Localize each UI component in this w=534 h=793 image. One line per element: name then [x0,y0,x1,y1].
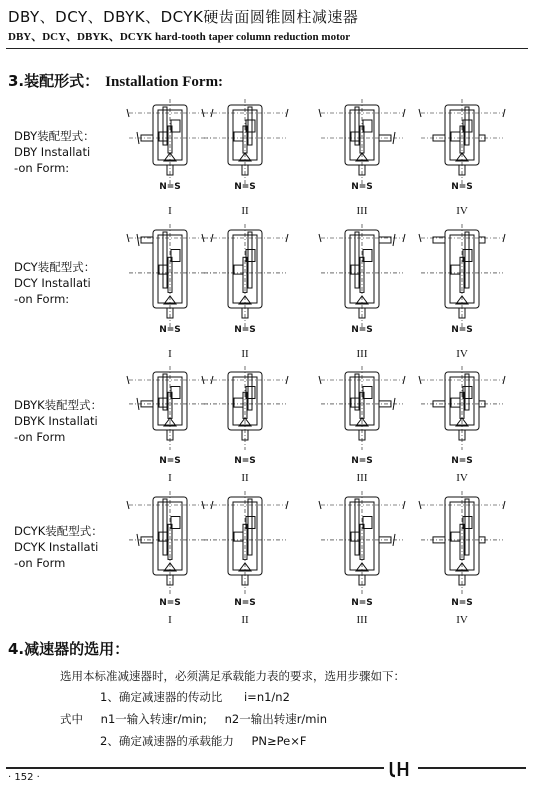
form-numeral: IV [456,348,468,360]
row-label-cn: DCYK装配型式： [14,524,103,538]
ns-label: N=S [159,456,181,466]
row-label-dcy [14,259,95,307]
form-numeral: I [168,472,172,484]
form-numeral: III [356,348,368,360]
step1-text: 1、确定减速器的传动比 [100,690,223,704]
row-label-en: -on Form [14,430,66,444]
form-numeral: IV [456,614,468,626]
row-label-en: -on Form [14,556,66,570]
step2-text: 2、确定减速器的承载能力 [100,734,234,748]
form-numeral: II [241,348,249,360]
row-label-en: DBYK Installati [14,414,98,428]
installation-diagram [317,224,407,328]
section3-heading-en: Installation Form: [105,74,224,90]
form-numeral: I [168,348,172,360]
installation-diagram [417,99,507,185]
formula-n1: n1一输入转速r/min; [100,712,207,726]
section3-heading [8,70,223,91]
footer-rule-left [6,767,384,769]
form-numeral: I [168,205,172,217]
installation-diagram [200,224,290,328]
ns-label: N=S [351,182,373,192]
ns-label: N=S [234,598,256,608]
row-label-en: DBY Installati [14,145,91,159]
form-numeral: IV [456,472,468,484]
installation-diagram [317,366,407,450]
form-numeral: IV [456,205,468,217]
row-label-dby [14,128,95,176]
row-label-dbyk [14,397,102,445]
section4-intro: 选用本标准减速器时，必须满足承载能力表的要求，选用步骤如下： [60,669,405,683]
row-label-dcyk [14,523,103,571]
ns-label: N=S [451,325,473,335]
ns-label: N=S [451,182,473,192]
formula-prefix: 式中 [60,712,83,726]
row-label-cn: DCY装配型式： [14,260,96,274]
section4-formula-def [60,711,327,727]
installation-diagram [417,366,507,450]
ns-label: N=S [451,456,473,466]
form-numeral: III [356,614,368,626]
section4-heading: 4.减速器的选用： [8,640,130,658]
ns-label: N=S [159,325,181,335]
header-rule [6,48,528,49]
form-numeral: I [168,614,172,626]
form-numeral: II [241,614,249,626]
ns-label: N=S [159,598,181,608]
step1-formula: i=n1/n2 [243,690,290,704]
ns-label: N=S [234,456,256,466]
installation-diagram [200,99,290,185]
ns-label: N=S [351,598,373,608]
row-label-en: -on Form: [14,292,70,306]
installation-diagram [317,491,407,595]
form-numeral: II [241,205,249,217]
installation-diagram [417,224,507,328]
ns-label: N=S [351,325,373,335]
header-title-cn: DBY、DCY、DBYK、DCYK硬齿面圆锥圆柱减速器 [8,8,359,26]
row-label-en: DCY Installati [14,276,91,290]
step2-formula: PN≥Pe×F [251,734,307,748]
form-numeral: II [241,472,249,484]
installation-diagram [417,491,507,595]
ns-label: N=S [351,456,373,466]
form-numeral: III [356,205,368,217]
header-title-en: DBY、DCY、DBYK、DCYK hard-tooth taper column reduction motor [8,31,351,43]
ns-label: N=S [234,182,256,192]
formula-n2: n2一输出转速r/min [224,712,327,726]
footer-rule-right [418,767,526,769]
row-label-cn: DBY装配型式： [14,129,95,143]
section4-step2 [100,733,307,749]
installation-diagram [200,491,290,595]
row-label-en: DCYK Installati [14,540,99,554]
installation-diagram [317,99,407,185]
ns-label: N=S [159,182,181,192]
section4-step1 [100,689,290,705]
ns-label: N=S [451,598,473,608]
jh-logo-icon [389,760,413,778]
row-label-cn: DBYK装配型式： [14,398,103,412]
row-label-en: -on Form: [14,161,70,175]
section3-heading-cn: 3.装配形式： [8,72,100,90]
form-numeral: III [356,472,368,484]
installation-diagram [200,366,290,450]
page-number: · 152 · [8,772,40,783]
ns-label: N=S [234,325,256,335]
